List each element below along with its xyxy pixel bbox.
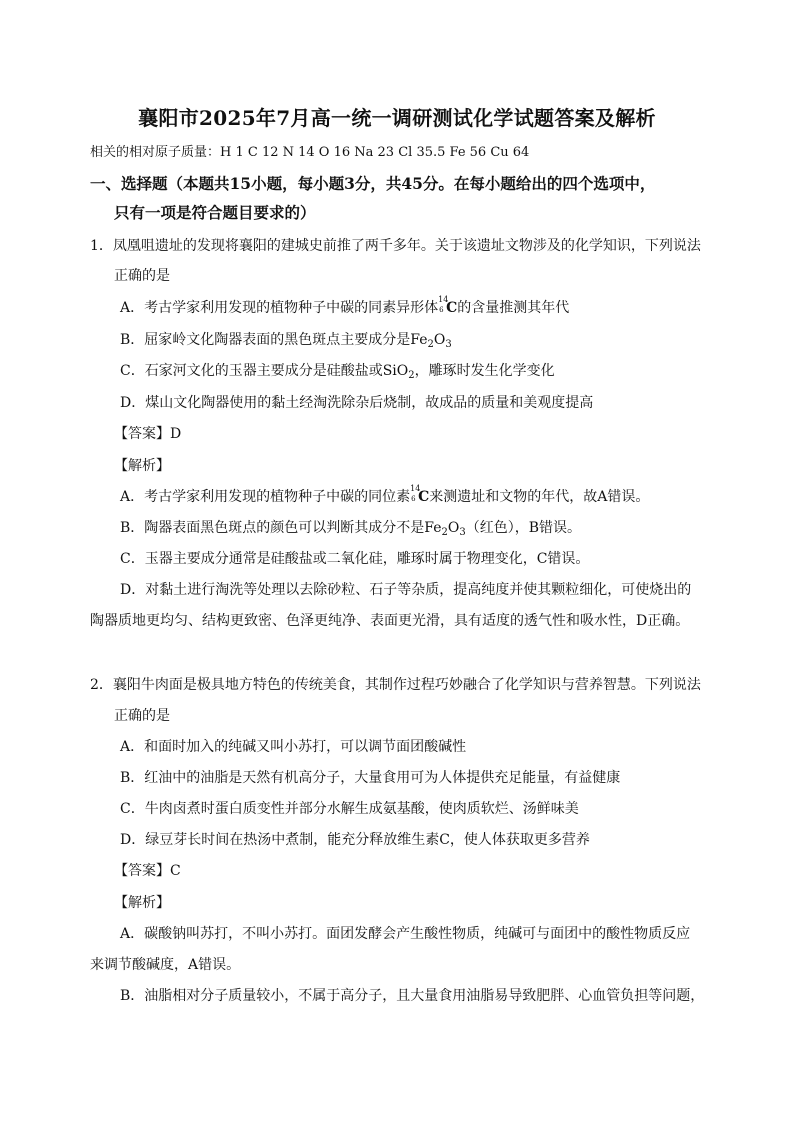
- isotope-mass-number: 14: [410, 484, 421, 493]
- q2-stem-line2: 正确的是: [114, 708, 170, 724]
- q1-explanation-b: [120, 518, 581, 543]
- formula-part: O: [447, 520, 460, 536]
- q2-stem-line1: 2．襄阳牛肉面是极具地方特色的传统美食，其制作过程巧妙融合了化学知识与营养智慧。下列说法: [90, 677, 701, 693]
- atomic-masses: 相关的相对原子质量：H 1 C 12 N 14 O 16 Na 23 Cl 35.5 Fe 56 Cu 64: [90, 145, 530, 160]
- q1-option-a-tail: 的含量推测其年代: [457, 300, 570, 316]
- q1-explanation-a-text: A．考古学家利用发现的植物种子中碳的同位素: [120, 489, 411, 505]
- isotope-atomic-number: 6: [439, 306, 444, 314]
- page-title: 襄阳市2025年7月高一统一调研测试化学试题答案及解析: [138, 106, 656, 130]
- q1-explanation-c: C．玉器主要成分通常是硅酸盐或二氧化硅，雕琢时属于物理变化，C错误。: [120, 551, 590, 567]
- section-heading-line2: 只有一项是符合题目要求的）: [114, 203, 316, 222]
- q2-answer: 【答案】C: [114, 863, 181, 879]
- q1-option-a-text: A．考古学家利用发现的植物种子中碳的同素异形体: [120, 300, 439, 316]
- q1-explanation-d-line1: D．对黏土进行淘洗等处理以去除砂粒、石子等杂质，提高纯度并使其颗粒细化，可使烧出的: [120, 582, 692, 598]
- q2-option-a: A．和面时加入的纯碱又叫小苏打，可以调节面团酸碱性: [120, 739, 467, 755]
- q1-option-c: [120, 361, 555, 386]
- q2-option-b: B．红油中的油脂是天然有机高分子，大量食用可为人体提供充足能量，有益健康: [120, 770, 621, 786]
- carbon-isotope-notation: [410, 484, 421, 503]
- q1-explanation-b-tail: （红色），B错误。: [465, 520, 582, 536]
- q1-stem-line1: 1．凤凰咀遗址的发现将襄阳的建城史前推了两千多年。关于该遗址文物涉及的化学知识，下列说法: [90, 238, 701, 254]
- isotope-atomic-number: 6: [411, 495, 416, 503]
- q1-option-c-tail: ，雕琢时发生化学变化: [414, 363, 555, 379]
- subscript: 2: [427, 339, 434, 350]
- q1-option-c-text: C．石家河文化的玉器主要成分是硅酸盐或SiO: [120, 363, 409, 379]
- formula-part: O: [433, 332, 446, 348]
- q2-explanation-a-line1: A．碳酸钠叫苏打，不叫小苏打。面团发酵会产生酸性物质，纯碱可与面团中的酸性物质反应: [120, 926, 691, 942]
- q1-option-d: D．煤山文化陶器使用的黏土经淘洗除杂后烧制，故成品的质量和美观度提高: [120, 395, 594, 411]
- section-heading-line1: 一、选择题（本题共15小题，每小题3分，共45分。在每小题给出的四个选项中，: [90, 174, 656, 193]
- q2-explanation-b-line1: B．油脂相对分子质量较小，不属于高分子，且大量食用油脂易导致肥胖、心血管负担等问题，: [120, 988, 705, 1004]
- isotope-mass-number: 14: [438, 295, 449, 304]
- subscript: 3: [445, 339, 452, 350]
- isotope-symbol: C: [418, 489, 430, 505]
- q2-explanation-a-line2: 来调节酸碱度，A错误。: [90, 957, 241, 973]
- q2-option-c: C．牛肉卤煮时蛋白质变性并部分水解生成氨基酸，使肉质软烂、汤鲜味美: [120, 801, 579, 817]
- q1-explanation-a-tail: 来测遗址和文物的年代，故A错误。: [429, 489, 650, 505]
- subscript: 3: [459, 527, 466, 538]
- q1-explanation-d-line2: 陶器质地更均匀、结构更致密、色泽更纯净、表面更光滑，具有适度的透气性和吸水性，D正确。: [90, 613, 690, 629]
- subscript: 2: [408, 370, 415, 381]
- q1-stem-line2: 正确的是: [114, 268, 170, 284]
- q1-option-a: [120, 295, 570, 318]
- carbon-isotope-notation: [438, 295, 449, 314]
- q1-answer: 【答案】D: [114, 426, 182, 442]
- q1-explanation-a: [120, 484, 650, 507]
- q2-option-d: D．绿豆芽长时间在热汤中煮制，能充分释放维生素C，使人体获取更多营养: [120, 832, 590, 848]
- isotope-symbol: C: [446, 300, 458, 316]
- subscript: 2: [441, 527, 448, 538]
- q1-option-b: [120, 330, 452, 355]
- q2-analysis-label: 【解析】: [114, 895, 170, 911]
- q1-explanation-b-text: B．陶器表面黑色斑点的颜色可以判断其成分不是Fe: [120, 520, 442, 536]
- q1-analysis-label: 【解析】: [114, 458, 170, 474]
- q1-option-b-text: B．屈家岭文化陶器表面的黑色斑点主要成分是Fe: [120, 332, 428, 348]
